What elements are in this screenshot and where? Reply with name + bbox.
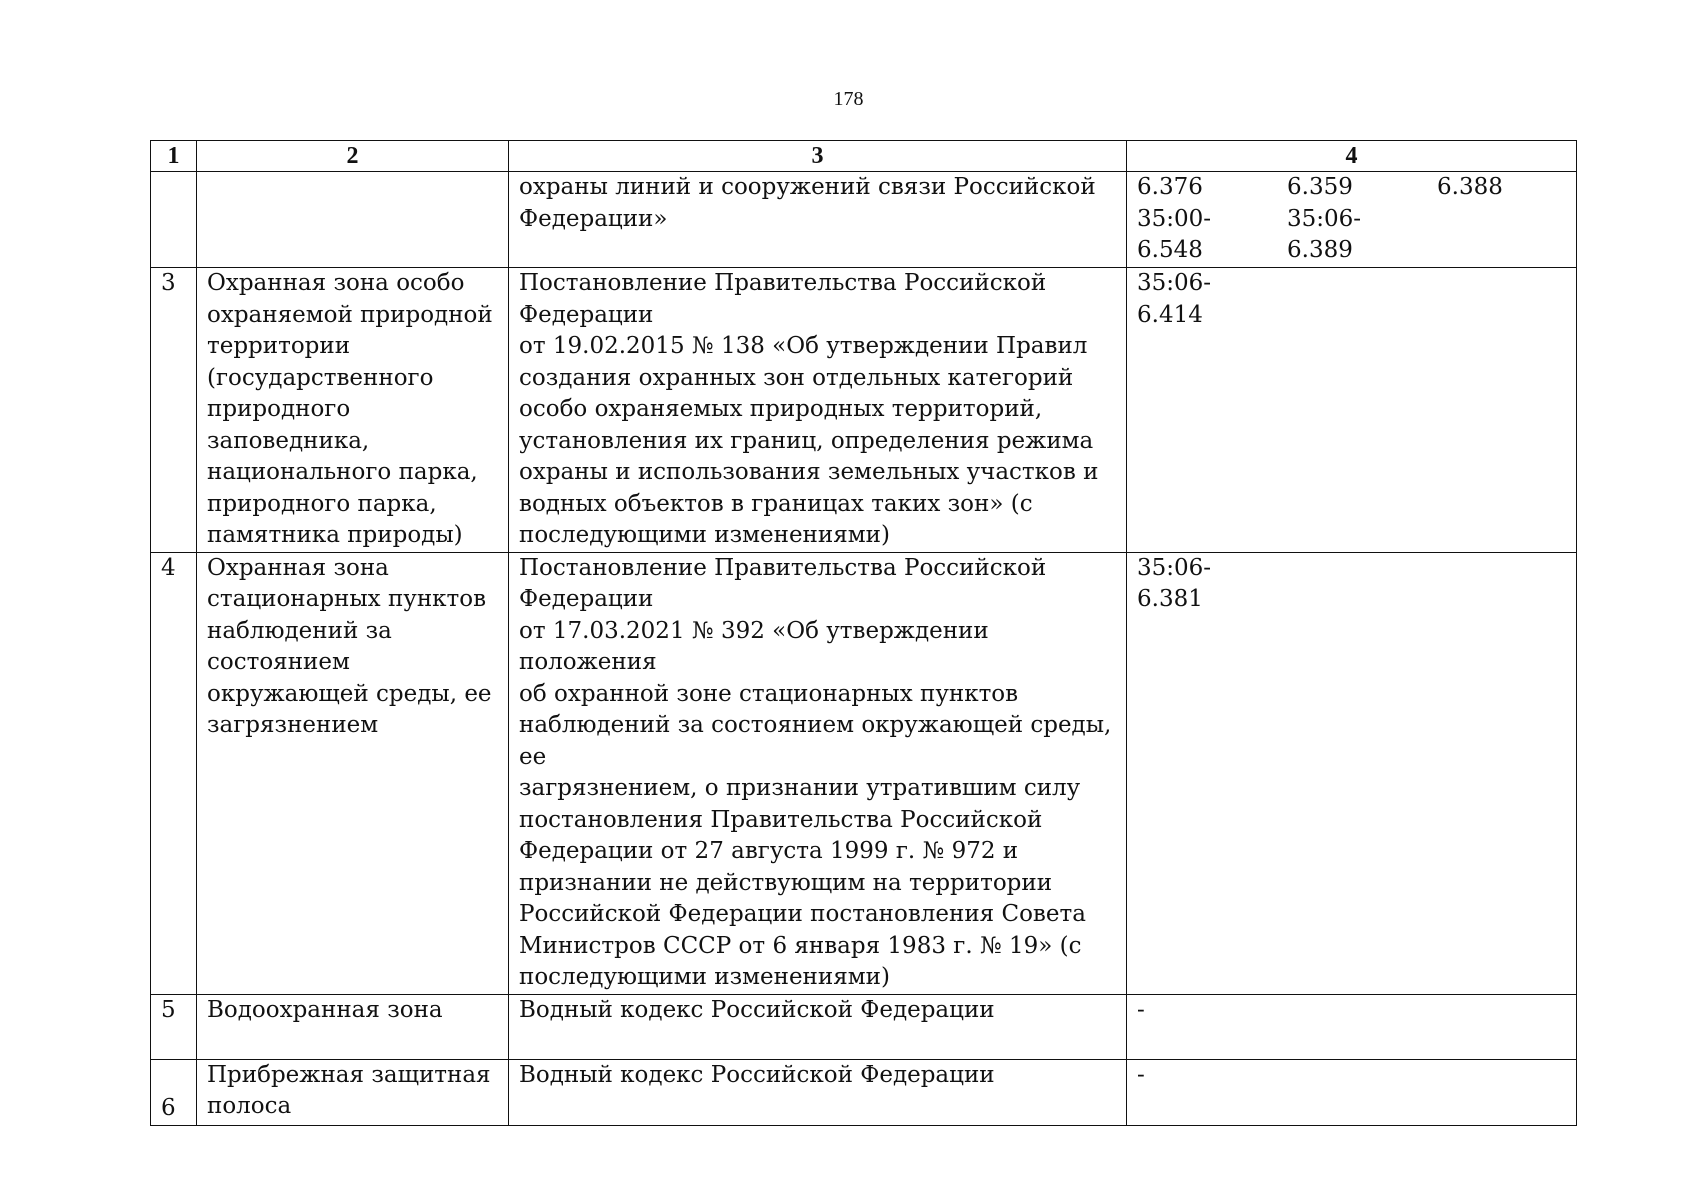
- registry-codes-cell: [1127, 268, 1577, 553]
- registry-code: 6.376: [1137, 174, 1203, 200]
- text-line: загрязнением, о признании утратившим силу: [519, 775, 1081, 801]
- text-line: природного парка,: [207, 490, 437, 517]
- row-number: 4: [151, 552, 197, 994]
- text-line: природного: [207, 396, 351, 422]
- row-number: 5: [151, 994, 197, 1059]
- text-line: территории: [207, 333, 351, 359]
- registry-code: 35:00-: [1137, 205, 1212, 232]
- registry-code: 35:06-: [1287, 205, 1362, 232]
- text-line: Российской Федерации постановления Совета: [519, 901, 1086, 927]
- text-line: загрязнением: [207, 712, 379, 738]
- text-line: национального парка,: [207, 459, 478, 485]
- text-line: памятника природы): [207, 522, 463, 548]
- text-line: от 19.02.2015 № 138 «Об утверждении Правил: [519, 333, 1088, 359]
- text-line: последующими изменениями): [519, 522, 890, 548]
- row-number: 3: [151, 268, 197, 553]
- page-number: 178: [833, 88, 864, 110]
- text-line: стационарных пунктов: [207, 586, 487, 612]
- table-row: [151, 552, 1577, 994]
- text-line: особо охраняемых природных территорий,: [519, 396, 1043, 422]
- registry-code: -: [1137, 996, 1145, 1023]
- registry-codes-cell: [1127, 994, 1577, 1059]
- text-line: водных объектов в границах таких зон» (с: [519, 490, 1033, 517]
- text-line: установления их границ, определения режима: [519, 427, 1094, 454]
- table-row: [151, 268, 1577, 553]
- text-line: Прибрежная защитная: [207, 1061, 491, 1088]
- registry-code: 6.388: [1437, 174, 1503, 200]
- text-line: (государственного: [207, 364, 434, 391]
- header-col-2: 2: [197, 141, 509, 172]
- text-line: состоянием: [207, 649, 350, 675]
- registry-code: 6.389: [1287, 237, 1353, 263]
- text-line: Охранная зона особо: [207, 270, 465, 296]
- row-number: 6: [151, 1059, 197, 1125]
- text-line: Водный кодекс Российской Федерации: [519, 1061, 995, 1088]
- registry-code: 6.548: [1137, 237, 1203, 263]
- row-number-cell: [151, 172, 197, 268]
- text-line: последующими изменениями): [519, 964, 890, 990]
- table-row: [151, 1059, 1577, 1125]
- text-line: Водоохранная зона: [207, 996, 443, 1023]
- text-line: охраны и использования земельных участков и: [519, 459, 1099, 485]
- text-line: признании не действующим на территории: [519, 869, 1053, 896]
- legal-basis-cell: [509, 552, 1127, 994]
- zones-table: [150, 140, 1577, 1126]
- header-col-1: 1: [151, 141, 197, 172]
- table-row-continuation: [151, 172, 1577, 268]
- legal-basis-cell: [509, 994, 1127, 1059]
- text-line: Федерации от 27 августа 1999 г. № 972 и: [519, 838, 1019, 864]
- zone-name-cell: [197, 994, 509, 1059]
- registry-codes-cell: [1127, 552, 1577, 994]
- text-line: создания охранных зон отдельных категорий: [519, 364, 1074, 391]
- registry-codes-cell: [1127, 1059, 1577, 1125]
- legal-basis-cell: [509, 268, 1127, 553]
- registry-code: 6.359: [1287, 174, 1353, 200]
- text-line: об охранной зоне стационарных пунктов: [519, 680, 1019, 707]
- text-line: охраняемой природной: [207, 301, 493, 328]
- text-line: Постановление Правительства Российской: [519, 270, 1047, 296]
- codes-column: [1137, 172, 1287, 267]
- header-col-4: 4: [1127, 141, 1577, 172]
- text-line: Водный кодекс Российской Федерации: [519, 996, 995, 1023]
- text-line: Постановление Правительства Российской: [519, 554, 1047, 581]
- text-line: наблюдений за: [207, 617, 392, 644]
- codes-column: [1437, 172, 1577, 267]
- legal-basis-cell: [509, 1059, 1127, 1125]
- text-line: Охранная зона: [207, 554, 389, 581]
- text-line: Федерации: [519, 586, 654, 612]
- text-line: полоса: [207, 1093, 292, 1119]
- text-line: наблюдений за состоянием окружающей среды, ее: [519, 712, 1112, 770]
- zone-name-cell: [197, 268, 509, 553]
- zone-name-cell: [197, 552, 509, 994]
- registry-code: 35:06-: [1137, 554, 1212, 581]
- text-line: Федерации»: [519, 205, 668, 232]
- text-line: Федерации: [519, 301, 654, 328]
- table-row: [151, 994, 1577, 1059]
- header-col-3: 3: [509, 141, 1127, 172]
- registry-code: 35:06-: [1137, 270, 1212, 296]
- text-line: постановления Правительства Российской: [519, 806, 1043, 833]
- registry-codes-cell: [1127, 172, 1577, 268]
- legal-basis-cell: [509, 172, 1127, 268]
- registry-code: 6.381: [1137, 586, 1203, 612]
- text-line: Министров СССР от 6 января 1983 г. № 19» (с: [519, 932, 1082, 959]
- registry-code: 6.414: [1137, 301, 1203, 328]
- registry-code: -: [1137, 1061, 1145, 1088]
- text-line: окружающей среды, ее: [207, 680, 492, 707]
- text-line: от 17.03.2021 № 392 «Об утверждении положения: [519, 617, 989, 675]
- zone-name-cell: [197, 172, 509, 268]
- text-line: охраны линий и сооружений связи Российской: [519, 174, 1096, 200]
- codes-column: [1287, 172, 1437, 267]
- table-header-row: [151, 141, 1577, 172]
- text-line: заповедника,: [207, 427, 370, 454]
- zone-name-cell: [197, 1059, 509, 1125]
